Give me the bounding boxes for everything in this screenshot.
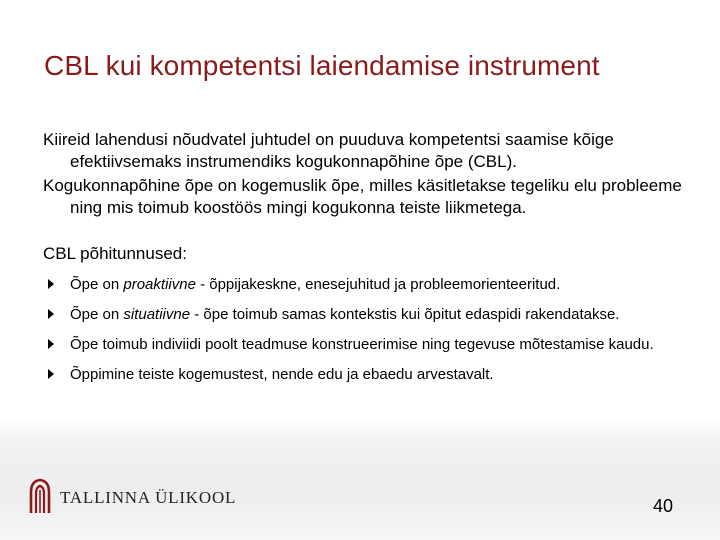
triangle-bullet-icon [48,279,54,289]
university-crest-icon [28,478,52,514]
bullet-item-proactive [43,275,683,294]
bullet-item-learning-from-others [43,365,683,384]
bullet-text-emphasis: situatiivne [123,306,191,323]
section-subheading: CBL põhitunnused: [43,244,187,263]
bullet-list [43,275,683,384]
footer-background [0,418,720,540]
bullet-text: Õpe toimub indiviidi poolt teadmuse konstrueerimise ning tegevuse mõtestamise kaudu. [70,336,654,353]
paragraph-1: Kiireid lahendusi nõudvatel juhtudel on puuduva kompetentsi saamise kõige efektiivsemaks instrumendiks kogukonnapõhine õpe (CBL). [43,130,614,171]
organization-name: TALLINNA ÜLIKOOL [60,488,237,507]
bullet-text-pre: Õpe on [70,276,124,293]
slide-title: CBL kui kompetentsi laiendamise instrument [44,50,600,81]
paragraph-2: Kogukonnapõhine õpe on kogemuslik õpe, milles käsitletakse tegeliku elu probleeme ning mis toimub koostöös mingi kogukonna teiste liikmetega. [43,176,682,217]
bullet-item-construction [43,335,683,354]
bullet-text-post: - õpe toimub samas kontekstis kui õpitut edaspidi rakendatakse. [190,306,620,323]
slide-body [43,129,683,395]
page-number: 40 [653,496,674,516]
bullet-item-situative [43,305,683,324]
bullet-text-pre: Õpe on [70,306,124,323]
bullet-text-post: - õppijakeskne, enesejuhitud ja probleemorienteeritud. [195,276,561,293]
bullet-text-emphasis: proaktiivne [123,276,196,293]
triangle-bullet-icon [48,339,54,349]
bullet-text: Õppimine teiste kogemustest, nende edu ja ebaedu arvestavalt. [70,366,494,383]
triangle-bullet-icon [48,309,54,319]
triangle-bullet-icon [48,369,54,379]
